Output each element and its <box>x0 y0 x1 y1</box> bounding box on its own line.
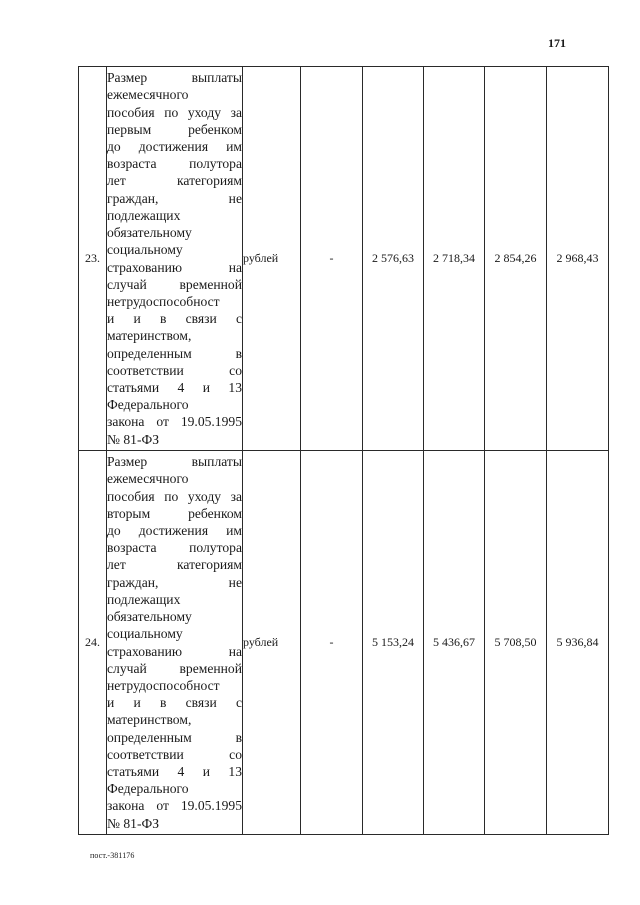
description-line: пособия по уходу за <box>107 488 242 504</box>
value-cell: 5 708,50 <box>485 451 547 835</box>
description-line: ежемесячного <box>107 471 189 487</box>
table-row <box>79 451 609 835</box>
description-line: социальному <box>107 242 183 258</box>
page-number: 171 <box>548 36 566 50</box>
description-line: материнством, <box>107 328 192 344</box>
description-line: определенным в <box>107 729 242 745</box>
row-description <box>107 451 243 835</box>
description-line: страхованию на <box>107 643 242 659</box>
description-line: Размер выплаты <box>107 70 242 86</box>
description-line: статьями 4 и 13 <box>107 379 242 395</box>
description-line: обязательному <box>107 225 192 241</box>
description-line: возраста полутора <box>107 540 242 556</box>
description-line: закона от 19.05.1995 <box>107 798 242 814</box>
description-line: до достижения им <box>107 523 242 539</box>
value-cell: 5 436,67 <box>424 451 485 835</box>
description-line: № 81-ФЗ <box>107 431 160 447</box>
value-cell: 5 153,24 <box>363 451 424 835</box>
description-line: обязательному <box>107 609 192 625</box>
data-table <box>78 66 609 835</box>
dash-cell: - <box>301 451 363 835</box>
dash-cell: - <box>301 67 363 451</box>
description-line: и и в связи с <box>107 695 242 711</box>
description-line: соответствии со <box>107 746 242 762</box>
description-line: Размер выплаты <box>107 454 242 470</box>
description-line: закона от 19.05.1995 <box>107 414 242 430</box>
description-line: материнством, <box>107 712 192 728</box>
value-cell: 2 854,26 <box>485 67 547 451</box>
row-number: 23. <box>79 67 107 451</box>
description-line: лет категориям <box>107 173 242 189</box>
value-cell: 5 936,84 <box>547 451 609 835</box>
description-line: ежемесячного <box>107 87 189 103</box>
description-line: Федерального <box>107 397 189 413</box>
value-cell: 2 968,43 <box>547 67 609 451</box>
description-line: подлежащих <box>107 207 181 223</box>
description-line: лет категориям <box>107 557 242 573</box>
description-line: соответствии со <box>107 362 242 378</box>
unit-cell: рублей <box>243 451 301 835</box>
description-text <box>107 453 242 831</box>
description-line: социальному <box>107 626 183 642</box>
document-code: пост.-381176 <box>90 851 135 860</box>
row-number: 24. <box>79 451 107 835</box>
value-cell: 2 718,34 <box>424 67 485 451</box>
description-line: нетрудоспособност <box>107 293 220 309</box>
description-line: случай временной <box>107 660 242 676</box>
description-line: граждан, не <box>107 190 242 206</box>
description-line: и и в связи с <box>107 311 242 327</box>
description-line: страхованию на <box>107 259 242 275</box>
description-line: возраста полутора <box>107 156 242 172</box>
description-line: статьями 4 и 13 <box>107 763 242 779</box>
description-text <box>107 69 242 447</box>
description-line: до достижения им <box>107 139 242 155</box>
table-row <box>79 67 609 451</box>
description-line: граждан, не <box>107 574 242 590</box>
description-line: нетрудоспособност <box>107 677 220 693</box>
description-line: первым ребенком <box>107 121 242 137</box>
description-line: вторым ребенком <box>107 505 242 521</box>
description-line: № 81-ФЗ <box>107 815 160 831</box>
unit-cell: рублей <box>243 67 301 451</box>
description-line: пособия по уходу за <box>107 104 242 120</box>
value-cell: 2 576,63 <box>363 67 424 451</box>
description-line: подлежащих <box>107 591 181 607</box>
description-line: Федерального <box>107 781 189 797</box>
description-line: случай временной <box>107 276 242 292</box>
description-line: определенным в <box>107 345 242 361</box>
row-description <box>107 67 243 451</box>
